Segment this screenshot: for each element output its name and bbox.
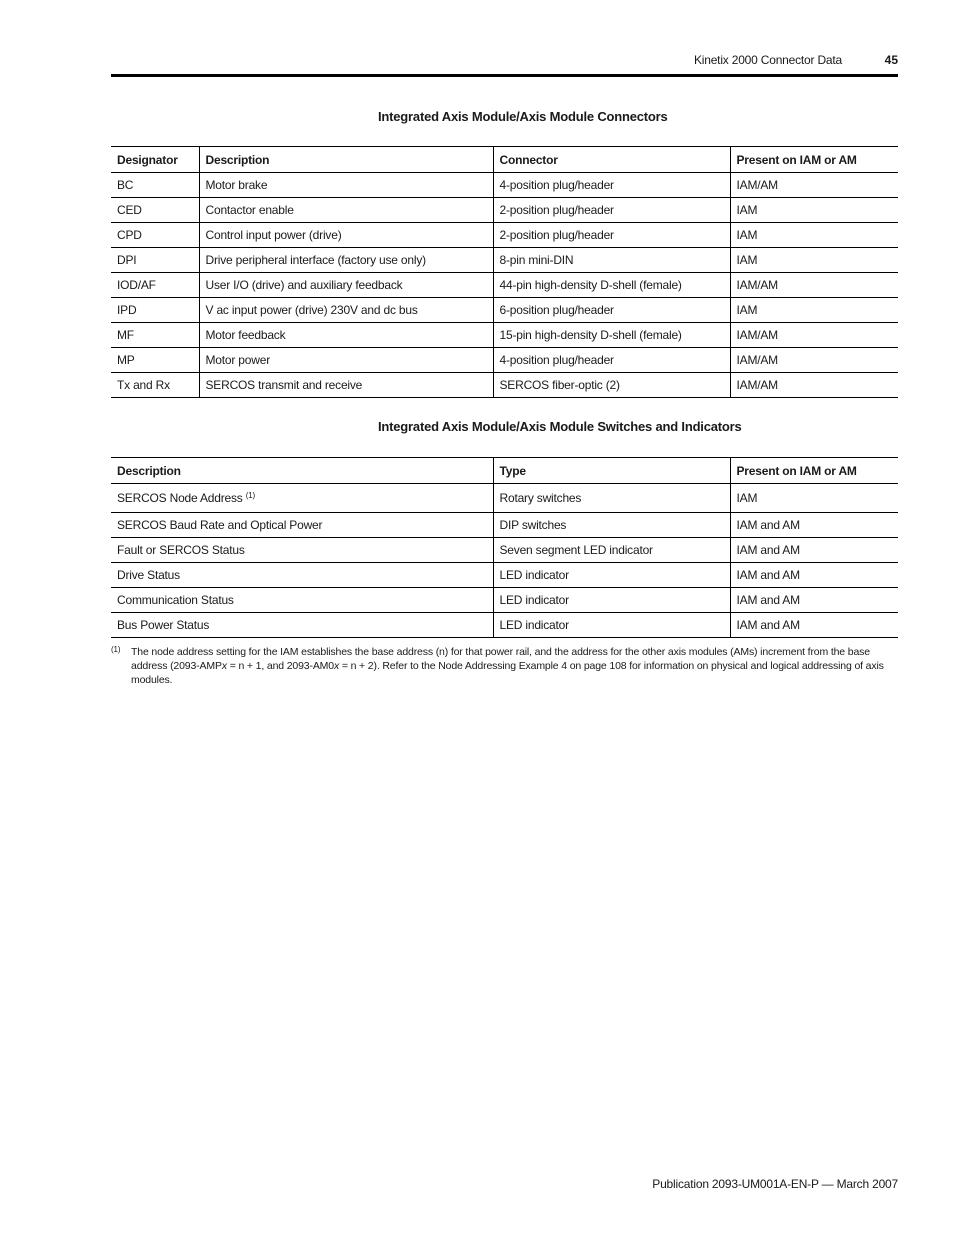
connectors-table-header-row <box>111 147 898 173</box>
cell-description-text: SERCOS Node Address <box>117 491 243 505</box>
cell-designator: IOD/AF <box>111 273 199 298</box>
connectors-table-title: Integrated Axis Module/Axis Module Connectors <box>378 109 668 124</box>
cell-description: Drive Status <box>111 563 493 588</box>
cell-description: Communication Status <box>111 588 493 613</box>
footnote-text-part-3: = n + 2). Refer to the Node Addressing Example 4 on page 108 for information on physical and logical addressing of axis modules. <box>131 660 884 686</box>
connectors-table <box>111 146 898 398</box>
cell-designator: DPI <box>111 248 199 273</box>
cell-designator: BC <box>111 173 199 198</box>
cell-description: User I/O (drive) and auxiliary feedback <box>199 273 493 298</box>
header-rule <box>111 74 898 77</box>
column-header-description: Description <box>199 147 493 173</box>
footnote-variable-x: x <box>333 660 340 672</box>
cell-type: DIP switches <box>493 513 730 538</box>
cell-description <box>111 484 493 513</box>
switches-table-header-row <box>111 458 898 484</box>
cell-designator: IPD <box>111 298 199 323</box>
cell-connector: SERCOS fiber-optic (2) <box>493 373 730 398</box>
cell-present: IAM/AM <box>730 348 898 373</box>
table-row <box>111 538 898 563</box>
cell-connector: 6-position plug/header <box>493 298 730 323</box>
cell-description: SERCOS Baud Rate and Optical Power <box>111 513 493 538</box>
header-section-title: Kinetix 2000 Connector Data <box>693 53 842 67</box>
cell-connector: 8-pin mini-DIN <box>493 248 730 273</box>
table-row <box>111 563 898 588</box>
footnote-text <box>131 645 891 687</box>
cell-present: IAM <box>730 223 898 248</box>
cell-present: IAM/AM <box>730 273 898 298</box>
cell-present: IAM and AM <box>730 538 898 563</box>
cell-designator: Tx and Rx <box>111 373 199 398</box>
cell-present: IAM and AM <box>730 588 898 613</box>
footnote-marker: (1) <box>111 645 121 654</box>
column-header-connector: Connector <box>493 147 730 173</box>
footnote-variable-x: x <box>221 660 227 672</box>
cell-description: Fault or SERCOS Status <box>111 538 493 563</box>
table-row <box>111 613 898 638</box>
cell-connector: 4-position plug/header <box>493 348 730 373</box>
cell-description: Bus Power Status <box>111 613 493 638</box>
cell-present: IAM <box>730 298 898 323</box>
cell-type: Rotary switches <box>493 484 730 513</box>
footnote <box>111 645 891 687</box>
cell-type: LED indicator <box>493 588 730 613</box>
column-header-present: Present on IAM or AM <box>730 458 898 484</box>
cell-connector: 44-pin high-density D-shell (female) <box>493 273 730 298</box>
cell-present: IAM and AM <box>730 613 898 638</box>
cell-present: IAM/AM <box>730 323 898 348</box>
cell-description: Drive peripheral interface (factory use only) <box>199 248 493 273</box>
cell-type: Seven segment LED indicator <box>493 538 730 563</box>
cell-designator: CED <box>111 198 199 223</box>
cell-connector: 15-pin high-density D-shell (female) <box>493 323 730 348</box>
table-row <box>111 223 898 248</box>
cell-connector: 2-position plug/header <box>493 223 730 248</box>
cell-type: LED indicator <box>493 563 730 588</box>
column-header-description: Description <box>111 458 493 484</box>
cell-present: IAM <box>730 198 898 223</box>
cell-designator: MP <box>111 348 199 373</box>
page-number: 45 <box>884 53 898 67</box>
cell-connector: 2-position plug/header <box>493 198 730 223</box>
cell-present: IAM and AM <box>730 513 898 538</box>
table-row <box>111 198 898 223</box>
cell-present: IAM and AM <box>730 563 898 588</box>
cell-connector: 4-position plug/header <box>493 173 730 198</box>
table-row <box>111 273 898 298</box>
cell-type: LED indicator <box>493 613 730 638</box>
switches-table <box>111 457 898 638</box>
cell-designator: MF <box>111 323 199 348</box>
table-row <box>111 513 898 538</box>
cell-description: Motor brake <box>199 173 493 198</box>
column-header-designator: Designator <box>111 147 199 173</box>
cell-description: V ac input power (drive) 230V and dc bus <box>199 298 493 323</box>
table-row <box>111 173 898 198</box>
footnote-text-part-2: = n + 1, and 2093-AM0 <box>226 660 334 672</box>
table-row <box>111 373 898 398</box>
table-row <box>111 484 898 513</box>
cell-present: IAM/AM <box>730 173 898 198</box>
cell-designator: CPD <box>111 223 199 248</box>
cell-description: Control input power (drive) <box>199 223 493 248</box>
table-row <box>111 348 898 373</box>
cell-present: IAM/AM <box>730 373 898 398</box>
footnote-ref: (1) <box>245 491 255 500</box>
footnote-text-part-1: The node address setting for the IAM establishes the base address (n) for that power rail, and the address for the other axis modules (AMs) increment from the base address (2093-AMP <box>131 646 870 672</box>
cell-description: SERCOS transmit and receive <box>199 373 493 398</box>
table-row <box>111 298 898 323</box>
column-header-type: Type <box>493 458 730 484</box>
publication-footer: Publication 2093-UM001A-EN-P — March 2007 <box>652 1177 898 1191</box>
cell-present: IAM <box>730 248 898 273</box>
table-row <box>111 248 898 273</box>
cell-description: Contactor enable <box>199 198 493 223</box>
cell-present: IAM <box>730 484 898 513</box>
column-header-present: Present on IAM or AM <box>730 147 898 173</box>
table-row <box>111 323 898 348</box>
switches-table-title: Integrated Axis Module/Axis Module Switches and Indicators <box>378 419 742 434</box>
cell-description: Motor power <box>199 348 493 373</box>
table-row <box>111 588 898 613</box>
cell-description: Motor feedback <box>199 323 493 348</box>
